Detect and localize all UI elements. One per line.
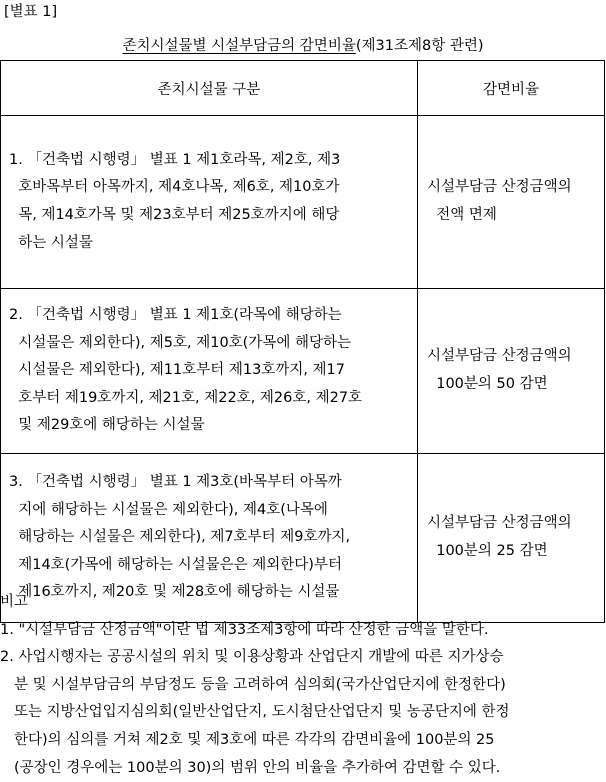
title-main: 존치시설물별 시설부담금의 감면비율 [122, 38, 356, 54]
category-cell [1, 116, 418, 289]
note-line: 한다)의 심의를 거쳐 제2호 및 제3호에 따른 각각의 감면비율에 100분의 25 [14, 731, 495, 748]
column-header-rate: 감면비율 [418, 61, 605, 116]
category-line: 시설물은 제외한다), 제5호, 제10호(가목에 해당하는 [9, 334, 351, 351]
document-title [0, 34, 606, 55]
table-row [1, 116, 605, 289]
rate-line: 시설부담금 산정금액의 [427, 348, 572, 365]
note-line: 1. "시설부담금 산정금액"이란 법 제33조제3항에 따라 산정한 금액을 말한다. [0, 621, 489, 638]
rate-cell [418, 116, 605, 289]
category-line: 시설물은 제외한다), 제11호부터 제13호까지, 제17 [9, 362, 345, 379]
rate-line: 100분의 25 감면 [427, 543, 548, 559]
category-line: 하는 시설물 [9, 234, 93, 251]
appendix-label: [별표 1] [4, 4, 58, 20]
rate-line: 100분의 50 감면 [427, 376, 548, 392]
category-line: 호부터 제19호까지, 제21호, 제22호, 제26호, 제27호 [9, 389, 363, 406]
rate-line: 시설부담금 산정금액의 [427, 179, 572, 196]
category-line: 해당하는 시설물은 제외한다), 제7호부터 제9호까지, [9, 529, 351, 546]
note-line: 또는 지방산업입지심의회(일반산업단지, 도시첨단산업단지 및 농공단지에 한정 [14, 704, 510, 721]
category-line: 1. 「건축법 시행령」 별표 1 제1호라목, 제2호, 제3 [9, 151, 341, 168]
category-line: 지에 해당하는 시설물은 제외한다), 제4호(나목에 [9, 501, 328, 518]
notes-heading: 비고 [0, 594, 29, 610]
title-sub: (제31조제8항 관련) [355, 38, 484, 54]
rate-cell [418, 289, 605, 454]
column-header-category: 존치시설물 구분 [1, 61, 418, 116]
note-line: 2. 사업시행자는 공공시설의 위치 및 이용상황과 산업단지 개발에 따른 지가상승 [0, 649, 504, 666]
category-line: 3. 「건축법 시행령」 별표 1 제3호(바목부터 아목까 [9, 474, 342, 491]
table-row [1, 289, 605, 454]
note-line: 분 및 시설부담금의 부담정도 등을 고려하여 심의회(국가산업단지에 한정한다) [14, 676, 506, 693]
rate-line: 시설부담금 산정금액의 [427, 515, 572, 532]
category-line: 2. 「건축법 시행령」 별표 1 제1호(라목에 해당하는 [9, 307, 342, 324]
category-line: 목, 제14호가목 및 제23호부터 제25호까지에 해당 [9, 207, 340, 223]
category-line: 및 제29호에 해당하는 시설물 [9, 417, 205, 434]
rate-line: 전액 면제 [427, 207, 497, 223]
category-line: 제16호까지, 제20호 및 제28호에 해당하는 시설물 [9, 584, 340, 601]
note-line: (공장인 경우에는 100분의 30)의 범위 안의 비율을 추가하여 감면할 수 있다. [14, 759, 501, 776]
notes-section [0, 589, 606, 782]
table-header-row [1, 61, 605, 116]
category-line: 호바목부터 아목까지, 제4호나목, 제6호, 제10호가 [9, 179, 340, 196]
category-line: 제14호(가목에 해당하는 시설물은은 제외한다)부터 [9, 556, 342, 573]
category-cell [1, 289, 418, 454]
reduction-table [0, 60, 605, 623]
